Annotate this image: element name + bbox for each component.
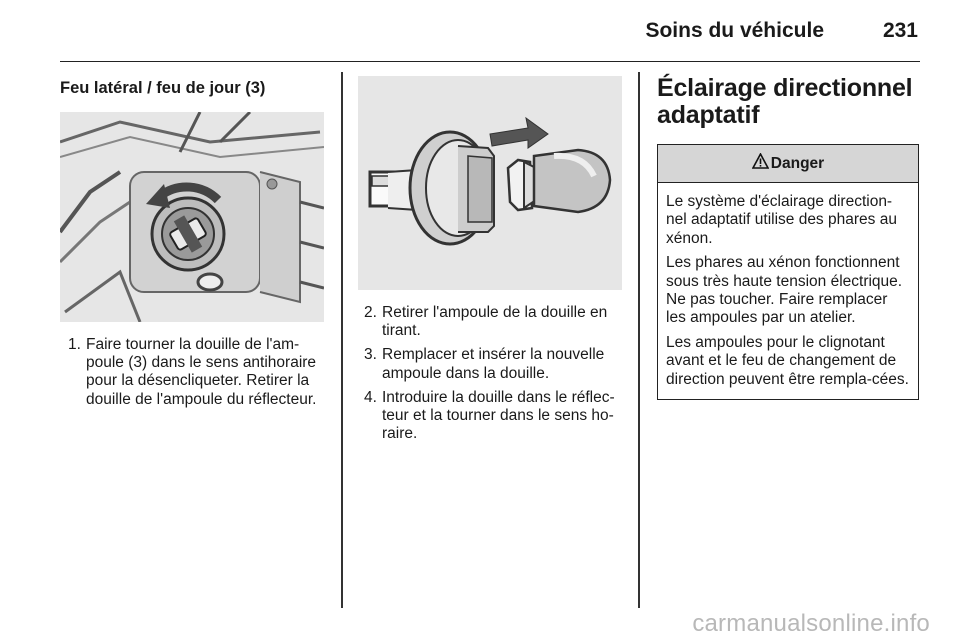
list-item: 4. Introduire la douille dans le réflec-teur et la tourner dans le sens ho-raire. [364,388,615,443]
column-divider-2 [638,72,640,608]
headlamp-bulb-socket-rotation-illustration [60,112,324,322]
section-heading-side-light: Feu latéral / feu de jour (3) [60,79,266,97]
warning-triangle-icon [752,153,769,174]
header-title: Soins du véhicule [645,19,824,42]
danger-box [657,144,919,400]
danger-title: Danger [770,154,825,172]
bulb-removal-from-socket-illustration [358,76,622,290]
danger-header [658,145,918,183]
danger-paragraph: Les ampoules pour le clignotant avant et le feu de changement de direction peuvent être rempla-cées. [666,333,909,388]
danger-paragraph: Les phares au xénon fonctionnent sous très haute tension électrique. Ne pas toucher. Faire remplacer les ampoules par un atelier. [666,254,903,327]
watermark: carmanualsonline.info [692,610,930,637]
column-divider-1 [341,72,343,608]
list-item: 3. Remplacer et insérer la nouvelle ampoule dans la douille. [364,346,605,382]
list-item: 2. Retirer l'ampoule de la douille en tirant. [364,304,608,340]
page-header [60,0,920,62]
column-right [657,72,919,400]
danger-paragraph: Le système d'éclairage direction-nel adaptatif utilise des phares au xénon. [666,193,897,247]
steps-list-1 [60,336,326,409]
page-number: 231 [882,19,918,42]
section-heading-adaptive-lighting: Éclairage directionnel adaptatif [657,74,913,129]
column-middle [358,72,622,449]
column-left [60,72,326,415]
steps-list-2 [358,304,622,443]
list-item: 1. Faire tourner la douille de l'am-poule (3) dans le sens antihoraire pour la désencliqueter. Retirer la douille de l'ampoule du réflecteur. [68,336,317,408]
danger-body [658,183,918,399]
